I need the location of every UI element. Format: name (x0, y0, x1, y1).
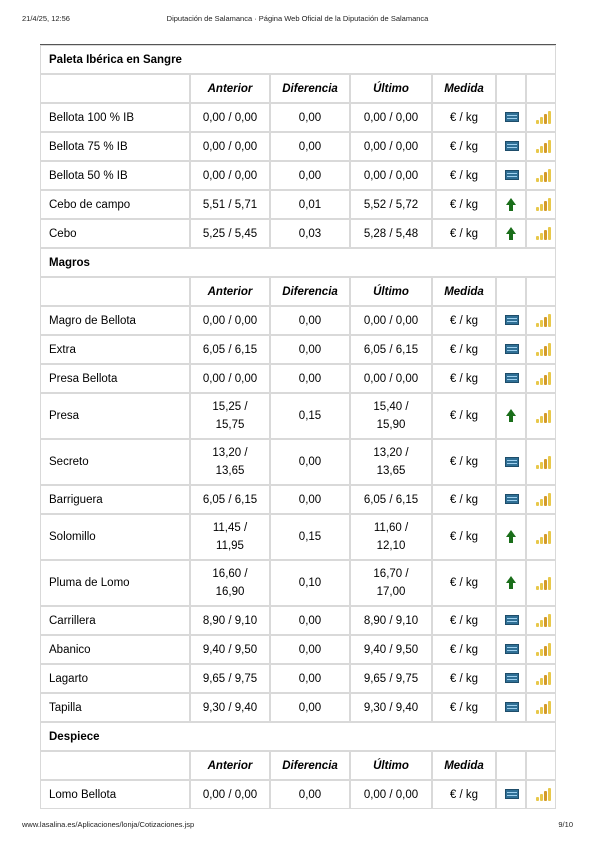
trend-cell (496, 514, 526, 560)
table-row (40, 439, 556, 485)
up-arrow-icon (506, 576, 516, 583)
ultimo-value: 9,65 / 9,75 (350, 664, 432, 693)
page-number: 9/10 (558, 820, 573, 829)
product-name: Cebo de campo (40, 190, 190, 219)
anterior-value: 6,05 / 6,15 (190, 485, 270, 514)
product-name: Lomo Bellota (40, 780, 190, 809)
header-empty (496, 277, 526, 306)
anterior-value: 11,45 / 11,95 (190, 514, 270, 560)
table-row (40, 664, 556, 693)
ultimo-value: 16,70 / 17,00 (350, 560, 432, 606)
header-ultimo: Último (350, 751, 432, 780)
trend-cell (496, 635, 526, 664)
anterior-value: 5,51 / 5,71 (190, 190, 270, 219)
chart-icon[interactable] (535, 671, 551, 685)
anterior-value: 5,25 / 5,45 (190, 219, 270, 248)
table-row (40, 485, 556, 514)
diferencia-value: 0,00 (270, 693, 350, 722)
chart-icon[interactable] (535, 197, 551, 211)
product-name: Bellota 75 % IB (40, 132, 190, 161)
anterior-value: 13,20 / 13,65 (190, 439, 270, 485)
anterior-value: 16,60 / 16,90 (190, 560, 270, 606)
trend-cell (496, 439, 526, 485)
medida-value: € / kg (432, 306, 496, 335)
chart-icon[interactable] (535, 342, 551, 356)
chart-icon[interactable] (535, 168, 551, 182)
table-row (40, 560, 556, 606)
ultimo-value: 0,00 / 0,00 (350, 132, 432, 161)
table-row (40, 606, 556, 635)
header-empty (40, 751, 190, 780)
header-ultimo: Último (350, 277, 432, 306)
equal-icon (505, 673, 519, 683)
section-header-row (40, 248, 556, 277)
chart-icon[interactable] (535, 613, 551, 627)
ultimo-value: 9,30 / 9,40 (350, 693, 432, 722)
header-diferencia: Diferencia (270, 74, 350, 103)
trend-cell (496, 780, 526, 809)
chart-cell[interactable] (526, 693, 556, 722)
medida-value: € / kg (432, 606, 496, 635)
ultimo-value: 8,90 / 9,10 (350, 606, 432, 635)
product-name: Pluma de Lomo (40, 560, 190, 606)
anterior-value: 9,65 / 9,75 (190, 664, 270, 693)
header-anterior: Anterior (190, 74, 270, 103)
header-anterior: Anterior (190, 751, 270, 780)
header-medida: Medida (432, 74, 496, 103)
page-url: www.lasalina.es/Aplicaciones/lonja/Cotizaciones.jsp (22, 820, 195, 829)
product-name: Lagarto (40, 664, 190, 693)
trend-cell (496, 103, 526, 132)
ultimo-value: 13,20 / 13,65 (350, 439, 432, 485)
diferencia-value: 0,00 (270, 335, 350, 364)
ultimo-value: 0,00 / 0,00 (350, 103, 432, 132)
table-row (40, 161, 556, 190)
section-title: Magros (40, 248, 556, 277)
section-header-row (40, 722, 556, 751)
ultimo-value: 9,40 / 9,50 (350, 635, 432, 664)
section-header-row (40, 45, 556, 74)
chart-icon[interactable] (535, 110, 551, 124)
chart-icon[interactable] (535, 409, 551, 423)
chart-cell[interactable] (526, 560, 556, 606)
product-name: Presa (40, 393, 190, 439)
up-arrow-icon (506, 409, 516, 416)
header-empty (526, 74, 556, 103)
anterior-value: 0,00 / 0,00 (190, 780, 270, 809)
up-arrow-icon (506, 227, 516, 234)
diferencia-value: 0,15 (270, 514, 350, 560)
table-row (40, 335, 556, 364)
equal-icon (505, 141, 519, 151)
chart-cell[interactable] (526, 393, 556, 439)
column-header-row (40, 277, 556, 306)
prices-table-container (40, 45, 556, 814)
product-name: Magro de Bellota (40, 306, 190, 335)
medida-value: € / kg (432, 393, 496, 439)
chart-cell[interactable] (526, 606, 556, 635)
chart-icon[interactable] (535, 226, 551, 240)
chart-cell[interactable] (526, 335, 556, 364)
medida-value: € / kg (432, 485, 496, 514)
table-row (40, 364, 556, 393)
chart-cell[interactable] (526, 635, 556, 664)
table-row (40, 132, 556, 161)
trend-cell (496, 606, 526, 635)
chart-cell[interactable] (526, 439, 556, 485)
ultimo-value: 0,00 / 0,00 (350, 364, 432, 393)
trend-cell (496, 335, 526, 364)
header-diferencia: Diferencia (270, 751, 350, 780)
medida-value: € / kg (432, 664, 496, 693)
column-header-row (40, 74, 556, 103)
product-name: Secreto (40, 439, 190, 485)
product-name: Abanico (40, 635, 190, 664)
print-date: 21/4/25, 12:56 (22, 14, 70, 23)
equal-icon (505, 644, 519, 654)
trend-cell (496, 161, 526, 190)
anterior-value: 0,00 / 0,00 (190, 103, 270, 132)
table-row (40, 693, 556, 722)
medida-value: € / kg (432, 560, 496, 606)
header-empty (40, 277, 190, 306)
trend-cell (496, 393, 526, 439)
ultimo-value: 0,00 / 0,00 (350, 306, 432, 335)
chart-cell[interactable] (526, 664, 556, 693)
product-name: Bellota 50 % IB (40, 161, 190, 190)
ultimo-value: 0,00 / 0,00 (350, 161, 432, 190)
chart-cell[interactable] (526, 780, 556, 809)
medida-value: € / kg (432, 514, 496, 560)
equal-icon (505, 702, 519, 712)
chart-icon[interactable] (535, 455, 551, 469)
diferencia-value: 0,03 (270, 219, 350, 248)
chart-icon[interactable] (535, 700, 551, 714)
diferencia-value: 0,00 (270, 132, 350, 161)
diferencia-value: 0,00 (270, 606, 350, 635)
header-medida: Medida (432, 751, 496, 780)
trend-cell (496, 132, 526, 161)
trend-cell (496, 219, 526, 248)
section-title: Despiece (40, 722, 556, 751)
chart-icon[interactable] (535, 313, 551, 327)
table-row (40, 103, 556, 132)
medida-value: € / kg (432, 103, 496, 132)
chart-icon[interactable] (535, 371, 551, 385)
ultimo-value: 0,00 / 0,00 (350, 780, 432, 809)
table-row (40, 393, 556, 439)
equal-icon (505, 373, 519, 383)
chart-cell[interactable] (526, 103, 556, 132)
chart-cell[interactable] (526, 161, 556, 190)
ultimo-value: 5,28 / 5,48 (350, 219, 432, 248)
trend-cell (496, 306, 526, 335)
product-name: Cebo (40, 219, 190, 248)
header-empty (526, 751, 556, 780)
up-arrow-icon (506, 198, 516, 205)
anterior-value: 0,00 / 0,00 (190, 306, 270, 335)
header-medida: Medida (432, 277, 496, 306)
header-empty (526, 277, 556, 306)
table-row (40, 306, 556, 335)
anterior-value: 15,25 / 15,75 (190, 393, 270, 439)
column-header-row (40, 751, 556, 780)
diferencia-value: 0,01 (270, 190, 350, 219)
diferencia-value: 0,00 (270, 780, 350, 809)
ultimo-value: 6,05 / 6,15 (350, 485, 432, 514)
medida-value: € / kg (432, 190, 496, 219)
header-empty (496, 74, 526, 103)
diferencia-value: 0,00 (270, 485, 350, 514)
chart-cell[interactable] (526, 306, 556, 335)
chart-cell[interactable] (526, 364, 556, 393)
table-row (40, 780, 556, 809)
equal-icon (505, 112, 519, 122)
medida-value: € / kg (432, 219, 496, 248)
diferencia-value: 0,00 (270, 664, 350, 693)
table-row (40, 635, 556, 664)
table-row (40, 190, 556, 219)
chart-icon[interactable] (535, 576, 551, 590)
header-empty (40, 74, 190, 103)
diferencia-value: 0,10 (270, 560, 350, 606)
diferencia-value: 0,00 (270, 103, 350, 132)
medida-value: € / kg (432, 364, 496, 393)
chart-cell[interactable] (526, 190, 556, 219)
product-name: Presa Bellota (40, 364, 190, 393)
chart-icon[interactable] (535, 787, 551, 801)
header-ultimo: Último (350, 74, 432, 103)
medida-value: € / kg (432, 439, 496, 485)
header-anterior: Anterior (190, 277, 270, 306)
up-arrow-icon (506, 530, 516, 537)
anterior-value: 0,00 / 0,00 (190, 132, 270, 161)
chart-icon[interactable] (535, 642, 551, 656)
trend-cell (496, 664, 526, 693)
diferencia-value: 0,00 (270, 635, 350, 664)
ultimo-value: 15,40 / 15,90 (350, 393, 432, 439)
print-title: Diputación de Salamanca · Página Web Oficial de la Diputación de Salamanca (166, 14, 429, 23)
anterior-value: 0,00 / 0,00 (190, 364, 270, 393)
product-name: Barriguera (40, 485, 190, 514)
diferencia-value: 0,00 (270, 306, 350, 335)
chart-cell[interactable] (526, 514, 556, 560)
anterior-value: 9,40 / 9,50 (190, 635, 270, 664)
diferencia-value: 0,15 (270, 393, 350, 439)
product-name: Tapilla (40, 693, 190, 722)
medida-value: € / kg (432, 132, 496, 161)
product-name: Carrillera (40, 606, 190, 635)
equal-icon (505, 615, 519, 625)
product-name: Bellota 100 % IB (40, 103, 190, 132)
section-title: Paleta Ibérica en Sangre (40, 45, 556, 74)
chart-cell[interactable] (526, 132, 556, 161)
trend-cell (496, 190, 526, 219)
equal-icon (505, 789, 519, 799)
chart-cell[interactable] (526, 219, 556, 248)
medida-value: € / kg (432, 780, 496, 809)
trend-cell (496, 364, 526, 393)
table-row (40, 514, 556, 560)
chart-icon[interactable] (535, 530, 551, 544)
medida-value: € / kg (432, 693, 496, 722)
anterior-value: 0,00 / 0,00 (190, 161, 270, 190)
equal-icon (505, 315, 519, 325)
anterior-value: 6,05 / 6,15 (190, 335, 270, 364)
medida-value: € / kg (432, 161, 496, 190)
equal-icon (505, 494, 519, 504)
chart-icon[interactable] (535, 139, 551, 153)
medida-value: € / kg (432, 335, 496, 364)
ultimo-value: 5,52 / 5,72 (350, 190, 432, 219)
equal-icon (505, 344, 519, 354)
chart-cell[interactable] (526, 485, 556, 514)
diferencia-value: 0,00 (270, 439, 350, 485)
chart-icon[interactable] (535, 492, 551, 506)
diferencia-value: 0,00 (270, 161, 350, 190)
equal-icon (505, 170, 519, 180)
medida-value: € / kg (432, 635, 496, 664)
ultimo-value: 6,05 / 6,15 (350, 335, 432, 364)
prices-table (40, 45, 556, 809)
product-name: Solomillo (40, 514, 190, 560)
trend-cell (496, 693, 526, 722)
header-diferencia: Diferencia (270, 277, 350, 306)
trend-cell (496, 560, 526, 606)
equal-icon (505, 457, 519, 467)
anterior-value: 8,90 / 9,10 (190, 606, 270, 635)
header-empty (496, 751, 526, 780)
table-row (40, 219, 556, 248)
trend-cell (496, 485, 526, 514)
anterior-value: 9,30 / 9,40 (190, 693, 270, 722)
ultimo-value: 11,60 / 12,10 (350, 514, 432, 560)
diferencia-value: 0,00 (270, 364, 350, 393)
product-name: Extra (40, 335, 190, 364)
